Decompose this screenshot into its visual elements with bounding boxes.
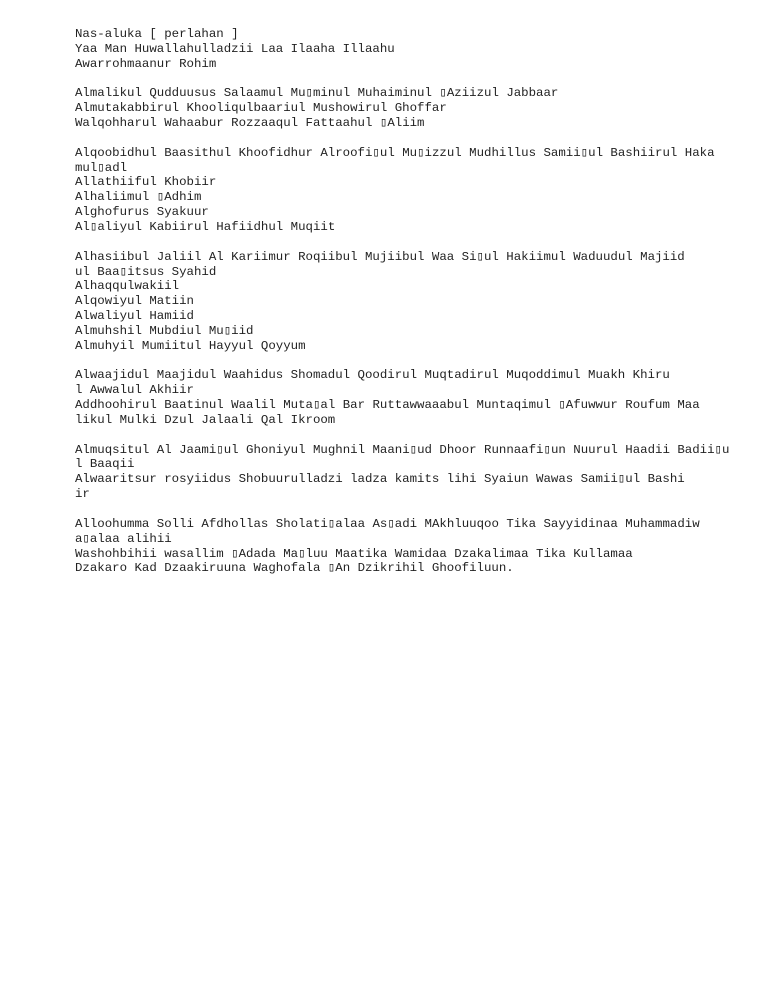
text-line: l Baaqii [75,457,135,472]
text-line: Al▯aliyul Kabiirul Hafiidhul Muqiit [75,219,336,234]
text-line: ul Baa▯itsus Syahid [75,264,217,279]
text-line: Dzakaro Kad Dzaakiruuna Waghofala ▯An Dzikrihil Ghoofiluun. [75,561,514,576]
text-line: Almuqsitul Al Jaami▯ul Ghoniyul Mughnil Maani▯ud Dhoor Runnaafi▯un Nuurul Haadii Badii▯u [75,442,730,457]
text-line: l Awwalul Akhiir [75,383,194,398]
text-line: Alhaliimul ▯Adhim [75,190,202,205]
text-line: Alloohumma Solli Afdhollas Sholati▯alaa As▯adi MAkhluuqoo Tika Sayyidinaa Muhammadiw [75,516,700,531]
text-line: Alhaqqulwakiil [75,279,180,294]
text-line: Walqohharul Wahaabur Rozzaaqul Fattaahul ▯Aliim [75,116,425,131]
text-line: Washohbihii wasallim ▯Adada Ma▯luu Maatika Wamidaa Dzakalimaa Tika Kullamaa [75,546,633,561]
paragraph-7 [75,517,745,576]
text-line: Almalikul Qudduusus Salaamul Mu▯minul Muhaiminul ▯Aziizul Jabbaar [75,86,559,101]
paragraph-5 [75,368,745,427]
paragraph-1 [75,27,745,72]
text-line: Awarrohmaanur Rohim [75,56,217,71]
paragraph-3 [75,146,745,235]
text-line: Alqowiyul Matiin [75,294,194,309]
text-line: Almuhyil Mumiitul Hayyul Qoyyum [75,338,306,353]
paragraph-4 [75,250,745,354]
text-line: Yaa Man Huwallahulladzii Laa Ilaaha Illaahu [75,41,395,56]
text-line: Alwaliyul Hamiid [75,309,194,324]
text-line: Almutakabbirul Khooliqulbaariul Mushowirul Ghoffar [75,101,447,116]
text-line: Almuhshil Mubdiul Mu▯iid [75,323,254,338]
text-line: ir [75,487,90,502]
text-line: Alwaajidul Maajidul Waahidus Shomadul Qoodirul Muqtadirul Muqoddimul Muakh Khiru [75,368,670,383]
text-line: Alwaaritsur rosyiidus Shobuurulladzi ladza kamits lihi Syaiun Wawas Samii▯ul Bashi [75,472,685,487]
text-line: Alghofurus Syakuur [75,205,209,220]
text-line: mul▯adl [75,160,128,175]
text-line: Allathiiful Khobiir [75,175,217,190]
paragraph-2 [75,86,745,131]
paragraph-6 [75,443,745,502]
text-line: Addhoohirul Baatinul Waalil Muta▯al Bar Ruttawwaaabul Muntaqimul ▯Afuwwur Roufum Maa [75,398,700,413]
text-line: a▯alaa alihii [75,531,172,546]
text-line: Alqoobidhul Baasithul Khoofidhur Alroofi▯ul Mu▯izzul Mudhillus Samii▯ul Bashiirul Haka [75,145,715,160]
text-line: Nas-aluka [ perlahan ] [75,27,239,41]
text-line: likul Mulki Dzul Jalaali Qal Ikroom [75,412,336,427]
text-line: Alhasiibul Jaliil Al Kariimur Roqiibul Mujiibul Waa Si▯ul Hakiimul Waduudul Majiid [75,249,685,264]
document-body [75,27,745,591]
